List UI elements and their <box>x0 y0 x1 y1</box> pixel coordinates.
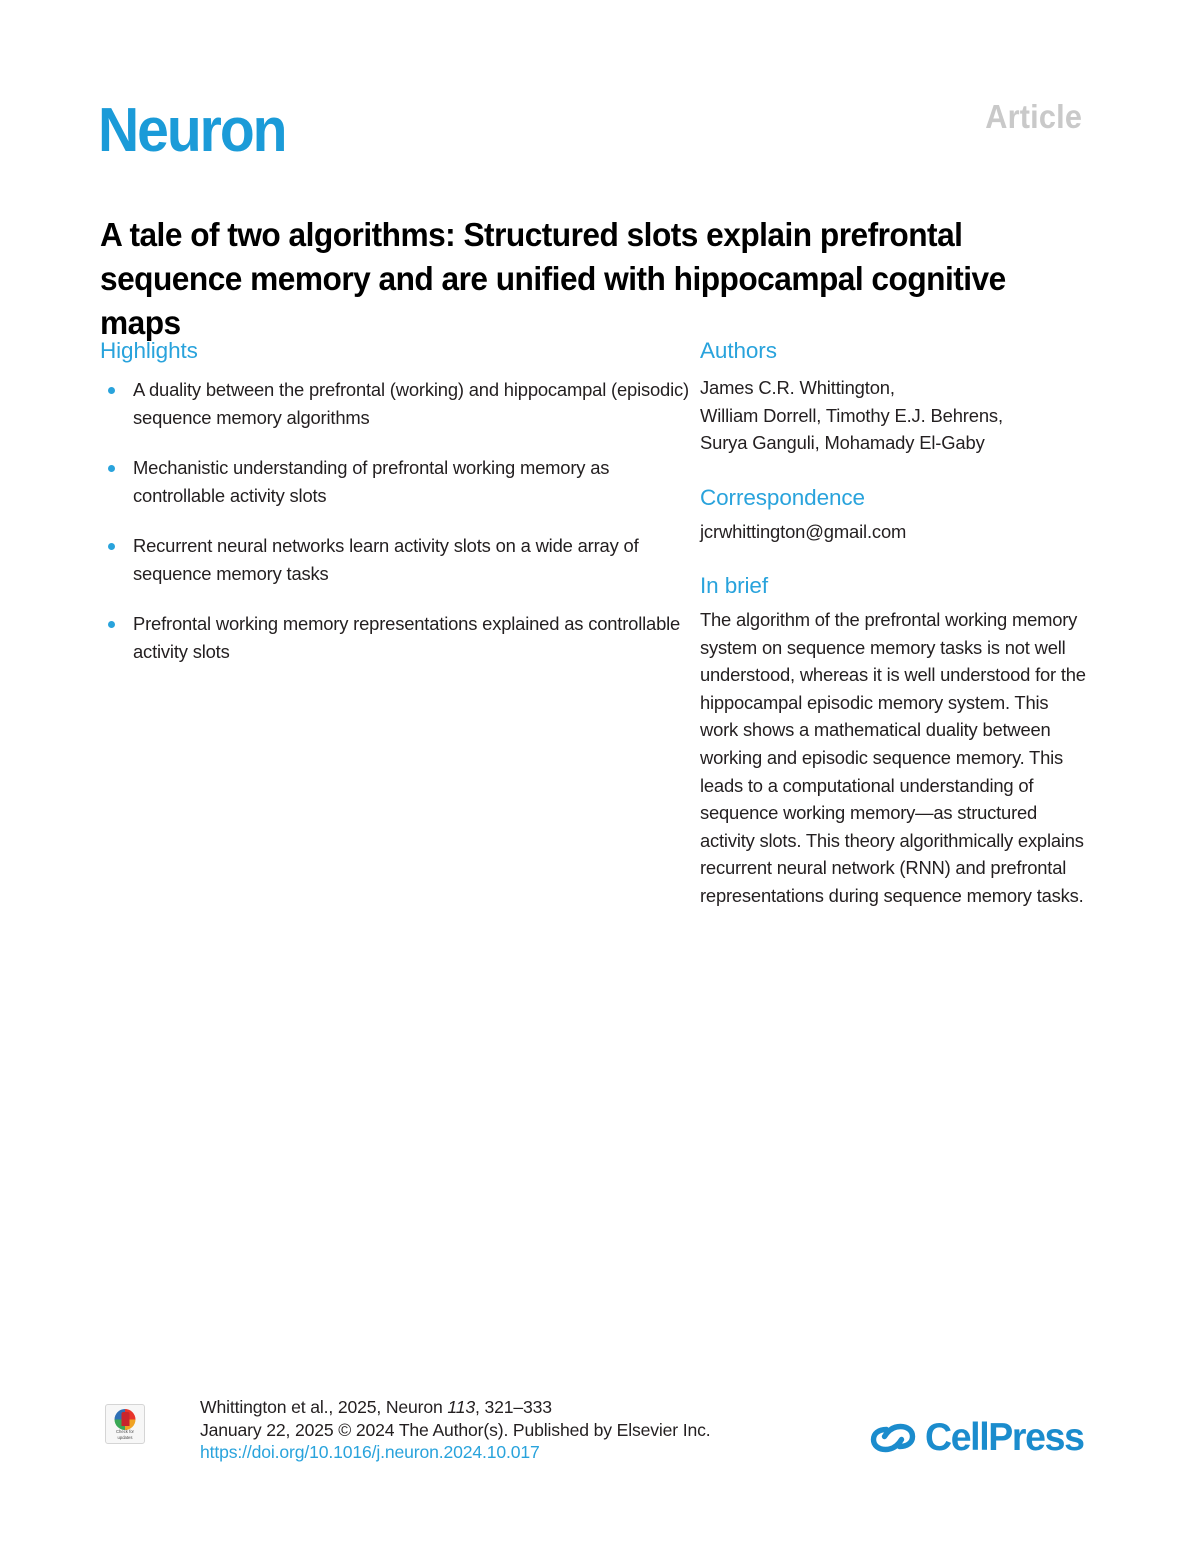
list-item <box>100 376 700 431</box>
article-type-label: Article <box>985 98 1082 135</box>
in-brief-text: The algorithm of the prefrontal working memory system on sequence memory tasks is not well understood, whereas it is well understood for the hippocampal episodic memory system. This work shows a mathematical duality between working and episodic sequence memory. This leads to a computational understanding of sequence working memory—as structured activity slots. This theory algorithmically explains recurrent neural network (RNN) and prefrontal representations during sequence memory tasks. <box>700 609 1086 906</box>
doi-link[interactable]: https://doi.org/10.1016/j.neuron.2024.10.017 <box>200 1442 540 1463</box>
author-line: James C.R. Whittington, <box>700 377 895 398</box>
list-item <box>100 454 700 509</box>
footer <box>100 1396 1090 1486</box>
bullet-icon <box>108 465 115 472</box>
citation-line-2: January 22, 2025 © 2024 The Author(s). Published by Elsevier Inc. <box>200 1419 711 1440</box>
authors-column <box>700 338 1090 910</box>
correspondence-heading: Correspondence <box>700 484 865 510</box>
citation-line-1: Whittington et al., 2025, Neuron 113, 321–333 <box>200 1397 552 1417</box>
cellpress-wordmark: CellPress <box>924 1416 1084 1459</box>
highlights-column <box>100 338 700 910</box>
masthead <box>98 96 1082 180</box>
crossmark-disc-icon <box>115 1409 136 1430</box>
bullet-icon <box>108 621 115 628</box>
correspondence-email[interactable]: jcrwhittington@gmail.com <box>700 520 907 542</box>
bullet-icon <box>108 387 115 394</box>
bullet-icon <box>108 543 115 550</box>
crossmark-label: Check for updates <box>116 1429 134 1440</box>
list-item <box>100 532 700 587</box>
citation-block <box>200 1396 710 1464</box>
page-title: A tale of two algorithms: Structured slots explain prefrontal sequence memory and are unified with hippocampal cognitive maps <box>100 217 1006 343</box>
journal-logo: Neuron <box>98 96 286 165</box>
author-line: Surya Ganguli, Mohamady El-Gaby <box>700 432 985 453</box>
highlight-text: Recurrent neural networks learn activity slots on a wide array of sequence memory tasks <box>133 535 639 584</box>
author-line: William Dorrell, Timothy E.J. Behrens, <box>700 404 1003 426</box>
highlight-text: A duality between the prefrontal (working) and hippocampal (episodic) sequence memory algorithms <box>133 379 689 428</box>
list-item <box>100 610 700 665</box>
cellpress-mark-icon <box>870 1420 916 1456</box>
citation-volume: 113 <box>447 1397 475 1417</box>
spacer <box>700 457 1090 485</box>
highlights-list <box>100 376 700 665</box>
authors-heading: Authors <box>700 338 777 363</box>
content-columns <box>100 338 1090 910</box>
highlights-heading: Highlights <box>100 338 198 363</box>
crossmark-badge-icon[interactable] <box>105 1404 145 1444</box>
cellpress-logo[interactable] <box>870 1418 1090 1457</box>
highlight-text: Mechanistic understanding of prefrontal working memory as controllable activity slots <box>133 457 610 506</box>
in-brief-heading: In brief <box>700 573 768 598</box>
spacer <box>700 545 1090 573</box>
highlight-text: Prefrontal working memory representations explained as controllable activity slots <box>133 613 681 662</box>
